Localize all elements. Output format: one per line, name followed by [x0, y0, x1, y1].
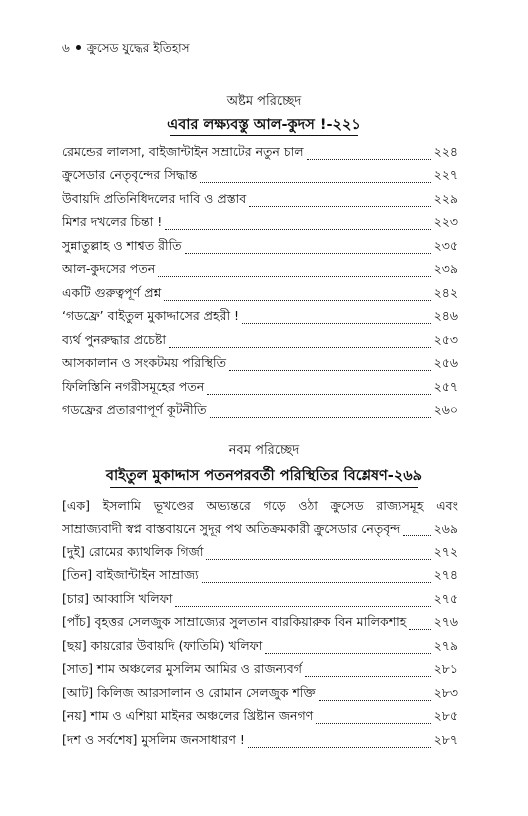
toc-entry-title: ব্যর্থ পুনরুদ্ধার প্রচেষ্টা [62, 331, 167, 347]
running-head [62, 40, 190, 60]
toc-entry-page: ২৭৪ [433, 567, 458, 582]
dot-leader [409, 629, 430, 630]
toc-entry[interactable] [62, 281, 458, 305]
toc-entry-title-line1: [এক] ইসলামি ভূখণ্ডের অভ্যন্তরে গড়ে ওঠা ক্রুসেড রাজ্যসমূহ এবং [62, 498, 458, 513]
toc-entry[interactable] [62, 305, 458, 329]
chapter9-toc [62, 495, 458, 752]
toc-entry-title: [দুই] রোমের ক্যাথলিক গির্জা [62, 543, 204, 559]
toc-entry-page: ২৪২ [433, 284, 458, 300]
toc-entry-title: ফিলিস্তিনি নগরীসমূহের পতন [62, 378, 205, 394]
toc-entry[interactable] [62, 681, 458, 705]
toc-entry-title: রেমন্ডের লালসা, বাইজান্টাইন সম্রাটের নতুন চাল [62, 143, 304, 159]
dot-leader [265, 653, 430, 654]
dot-leader [200, 182, 430, 183]
chapter8-toc [62, 140, 458, 422]
chapter9-label: নবম পরিচ্ছেদ [228, 443, 300, 458]
dot-leader [242, 323, 431, 324]
chapter9-title: বাইতুল মুকাদ্দাস পতনপরবর্তী পরিস্থিতির বিশ্লেষণ-২৬৯ [105, 468, 423, 484]
toc-entry[interactable] [62, 728, 458, 752]
dot-leader [158, 276, 430, 277]
dot-leader [207, 394, 430, 395]
toc-entry-title: [ছয়] কায়রোর উবায়দি (ফাতিমি) খলিফা [62, 637, 263, 653]
toc-entry-page: ২৭৬ [433, 614, 458, 629]
toc-entry-page: ২৭২ [433, 543, 458, 559]
toc-entry-page: ২৮১ [433, 661, 458, 676]
toc-entry[interactable] [62, 164, 458, 188]
toc-entry-title: গডফ্রের প্রতারণাপূর্ণ কূটনীতি [62, 402, 207, 417]
toc-entry[interactable] [62, 234, 458, 258]
toc-entry-page: ২৭৫ [433, 590, 458, 606]
toc-entry-page: ২৩৯ [433, 261, 458, 276]
dot-leader [305, 676, 431, 677]
toc-entry-title: [চার] আব্বাসি খলিফা [62, 590, 173, 606]
chapter9-title-underline [110, 487, 418, 488]
toc-entry-title: [আট] কিলিজ আরসালান ও রোমান সেলজুক শক্তি [62, 684, 316, 700]
toc-entry[interactable] [62, 634, 458, 658]
dot-leader [210, 417, 431, 418]
chapter8-title-underline [170, 135, 358, 136]
toc-entry[interactable] [62, 211, 458, 235]
toc-entry-page: ২৬৯ [433, 521, 458, 536]
toc-entry[interactable] [62, 328, 458, 352]
dot-leader [403, 535, 430, 536]
toc-entry-title: উবায়দি প্রতিনিধিদলের দাবি ও প্রস্তাব [62, 190, 247, 206]
toc-entry[interactable] [62, 587, 458, 611]
toc-entry[interactable] [62, 540, 458, 564]
dot-leader [169, 347, 431, 348]
toc-entry[interactable] [62, 564, 458, 588]
toc-entry[interactable] [62, 658, 458, 682]
toc-entry[interactable] [62, 399, 458, 423]
toc-entry-page: ২২৪ [433, 143, 458, 159]
toc-entry-page: ২৮৭ [433, 731, 458, 747]
toc-entry-title: আল-কুদসের পতন [62, 261, 156, 276]
dot-leader [307, 159, 431, 160]
toc-entry-title: [দশ ও সর্বশেষ] মুসলিম জনসাধারণ ! [62, 731, 245, 747]
toc-entry-page: ২৩৫ [433, 237, 458, 253]
toc-entry-page: ২৪৬ [433, 308, 458, 323]
dot-leader [164, 300, 430, 301]
toc-entry-title: মিশর দখলের চিন্তা ! [62, 214, 163, 229]
dot-leader [175, 606, 430, 607]
toc-entry-title: ‘গডফ্রে’ বাইতুল মুকাদ্দাসের প্রহরী ! [62, 308, 240, 323]
toc-entry-title: [সাত] শাম অঞ্চলের মুসলিম আমির ও রাজন্যবর্গ [62, 661, 302, 676]
chapter8-title: এবার লক্ষ্যবস্তু আল-কুদস !-২২১ [167, 117, 361, 133]
toc-entry-page: ২৬০ [433, 402, 458, 417]
toc-entry[interactable] [62, 705, 458, 729]
toc-entry-title: একটি গুরুত্বপূর্ণ প্রশ্ন [62, 284, 162, 300]
toc-entry[interactable] [62, 187, 458, 211]
dot-leader [248, 747, 431, 748]
toc-entry-page: ২২৯ [433, 190, 458, 206]
dot-leader [206, 559, 430, 560]
toc-entry-page: ২৮৫ [433, 708, 458, 723]
toc-entry-page: ২২৭ [433, 167, 458, 182]
toc-entry[interactable] [62, 375, 458, 399]
dot-leader [319, 700, 431, 701]
dot-leader [249, 206, 430, 207]
toc-entry[interactable] [62, 258, 458, 282]
toc-entry[interactable] [62, 611, 458, 635]
dot-leader [165, 229, 430, 230]
toc-entry-title: ক্রুসেডার নেতৃবৃন্দের সিদ্ধান্ত [62, 167, 198, 182]
toc-entry-title: [নয়] শাম ও এশিয়া মাইনর অঞ্চলের খ্রিষ্টান জনগণ [62, 708, 314, 723]
toc-entry-title: সুন্নাতুল্লাহ ও শাশ্বত রীতি [62, 237, 182, 253]
toc-entry[interactable] [62, 495, 458, 540]
toc-entry-page: ২৫৬ [433, 355, 458, 370]
toc-entry-title: [পাঁচ] বৃহত্তর সেলজুক সাম্রাজ্যের সুলতান বারকিয়ারুক বিন মালিকশাহ [62, 614, 407, 629]
toc-entry-page: ২২৩ [433, 214, 458, 229]
dot-leader [202, 582, 431, 583]
toc-entry[interactable] [62, 140, 458, 164]
book-title: ক্রুসেড যুদ্ধের ইতিহাস [86, 41, 190, 55]
dot-leader [316, 723, 430, 724]
toc-entry[interactable] [62, 352, 458, 376]
toc-entry-page: ২৭৯ [433, 637, 458, 653]
toc-entry-page: ২৮৩ [433, 684, 458, 700]
toc-entry-title: [তিন] বাইজান্টাইন সাম্রাজ্য [62, 567, 199, 582]
toc-entry-title: আসকালান ও সংকটময় পরিস্থিতি [62, 355, 226, 370]
dot-leader [229, 370, 431, 371]
page-number: ৬ [62, 41, 70, 55]
toc-entry-page: ২৫৩ [433, 331, 458, 347]
toc-entry-page: ২৫৭ [433, 378, 458, 394]
dot-leader [185, 253, 431, 254]
toc-entry-title-line2: সাম্রাজ্যবাদী স্বপ্ন বাস্তবায়নে সুদূর পথ অতিক্রমকারী ক্রুসেডার নেতৃবৃন্দ [62, 521, 401, 536]
chapter8-label: অষ্টম পরিচ্ছেদ [226, 94, 302, 109]
bullet-icon [76, 45, 81, 50]
